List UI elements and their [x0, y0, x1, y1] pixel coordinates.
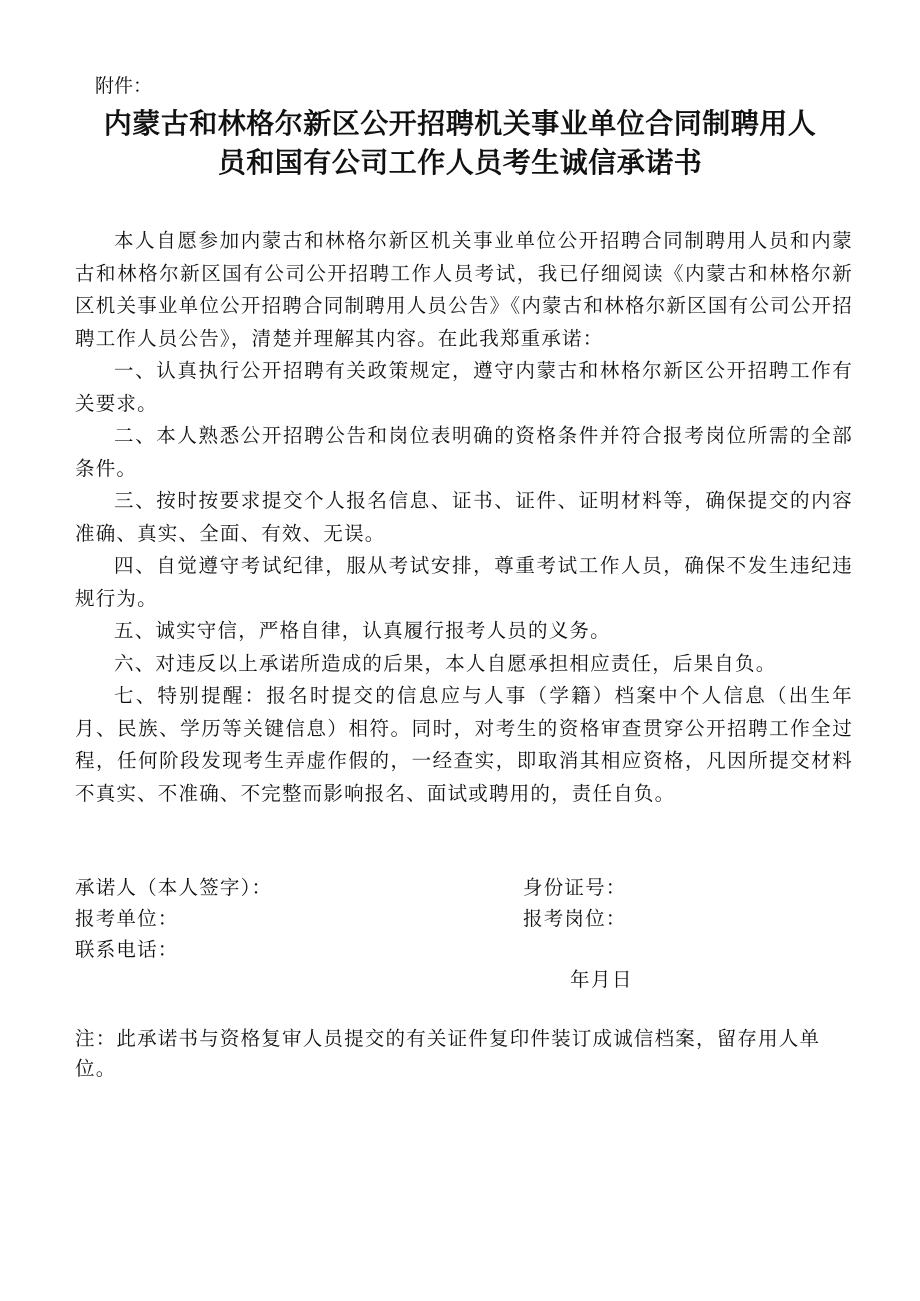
pledge-item-2: 二、本人熟悉公开招聘公告和岗位表明确的资格条件并符合报考岗位所需的全部条件。 [75, 424, 853, 480]
pledge-item-1: 一、认真执行公开招聘有关政策规定，遵守内蒙古和林格尔新区公开招聘工作有关要求。 [75, 359, 853, 415]
intro-paragraph: 本人自愿参加内蒙古和林格尔新区机关事业单位公开招聘合同制聘用人员和内蒙古和林格尔新区国有公司公开招聘工作人员考试，我已仔细阅读《内蒙古和林格尔新区机关事业单位公开招聘合同制聘用人员公告》《内蒙古和林格尔新区国有公司公开招聘工作人员公告》，清楚并理解其内容。在此我郑重承诺： [75, 229, 853, 350]
pledge-item-7: 七、特别提醒：报名时提交的信息应与人事（学籍）档案中个人信息（出生年月、民族、学历等关键信息）相符。同时，对考生的资格审查贯穿公开招聘工作全过程，任何阶段发现考生弄虚作假的，一经查实，即取消其相应资格，凡因所提交材料不真实、不准确、不完整而影响报名、面试或聘用的，责任自负。 [75, 684, 853, 805]
pledge-item-6: 六、对违反以上承诺所造成的后果，本人自愿承担相应责任，后果自负。 [114, 651, 777, 675]
signer-label: 承诺人（本人签字）： [75, 876, 273, 899]
pledge-item-3: 三、按时按要求提交个人报名信息、证书、证件、证明材料等，确保提交的内容准确、真实、全面、有效、无误。 [75, 489, 853, 545]
document-title-line-1: 内蒙古和林格尔新区公开招聘机关事业单位合同制聘用人 [103, 107, 817, 140]
pledge-item-5: 五、诚实守信，严格自律，认真履行报考人员的义务。 [114, 619, 611, 642]
phone-label: 联系电话： [75, 938, 179, 961]
id-number-label: 身份证号： [523, 876, 627, 899]
pledge-body [75, 225, 853, 810]
applied-position-label: 报考岗位： [523, 907, 627, 930]
attachment-label: 附件： [95, 75, 153, 97]
date-label: 年月日 [570, 968, 634, 991]
document-title-line-2: 员和国有公司工作人员考生诚信承诺书 [217, 146, 703, 179]
signature-row-1 [75, 872, 855, 904]
footnote: 注：此承诺书与资格复审人员提交的有关证件复印件装订成诚信档案，留存用人单位。 [75, 1027, 821, 1080]
signature-row-3 [75, 934, 855, 966]
signature-row-2 [75, 903, 855, 935]
pledge-item-4: 四、自觉遵守考试纪律，服从考试安排，尊重考试工作人员，确保不发生违纪违规行为。 [75, 554, 853, 610]
applied-unit-label: 报考单位： [75, 907, 179, 930]
